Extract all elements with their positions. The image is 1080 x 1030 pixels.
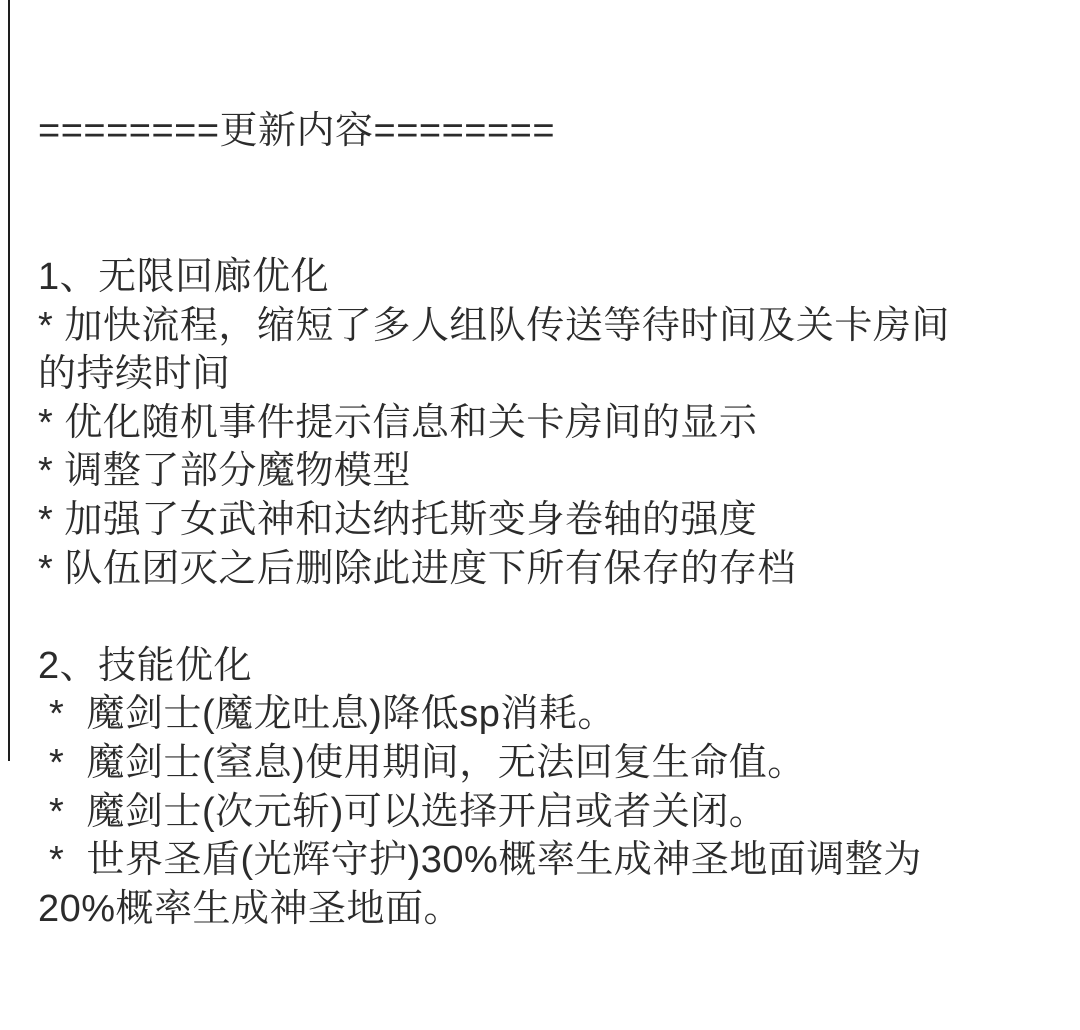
text-line: 1、无限回廊优化: [38, 255, 330, 298]
text-line: * 世界圣盾(光辉守护)30%概率生成神圣地面调整为: [38, 839, 922, 882]
text-line: * 魔剑士(窒息)使用期间，无法回复生命值。: [38, 741, 806, 784]
text-line: 20%概率生成神圣地面。: [38, 887, 463, 930]
left-border-line: [8, 0, 10, 761]
text-line: * 加强了女武神和达纳托斯变身卷轴的强度: [38, 498, 758, 541]
update-notes-text: [38, 10, 1066, 1030]
text-line: * 队伍团灭之后删除此进度下所有保存的存档: [38, 547, 796, 590]
text-line: * 魔剑士(次元斩)可以选择开启或者关闭。: [38, 790, 768, 833]
text-line: 2、技能优化: [38, 644, 253, 687]
update-notes-title: ========更新内容========: [38, 110, 556, 153]
text-line: * 加快流程，缩短了多人组队传送等待时间及关卡房间: [38, 304, 950, 347]
text-line: 的持续时间: [38, 353, 231, 396]
text-line: * 魔剑士(魔龙吐息)降低sp消耗。: [38, 693, 616, 736]
update-notes-lines: [38, 253, 1066, 933]
text-line: * 调整了部分魔物模型: [38, 450, 411, 493]
text-line: [38, 593, 1066, 642]
text-line: * 优化随机事件提示信息和关卡房间的显示: [38, 401, 758, 444]
